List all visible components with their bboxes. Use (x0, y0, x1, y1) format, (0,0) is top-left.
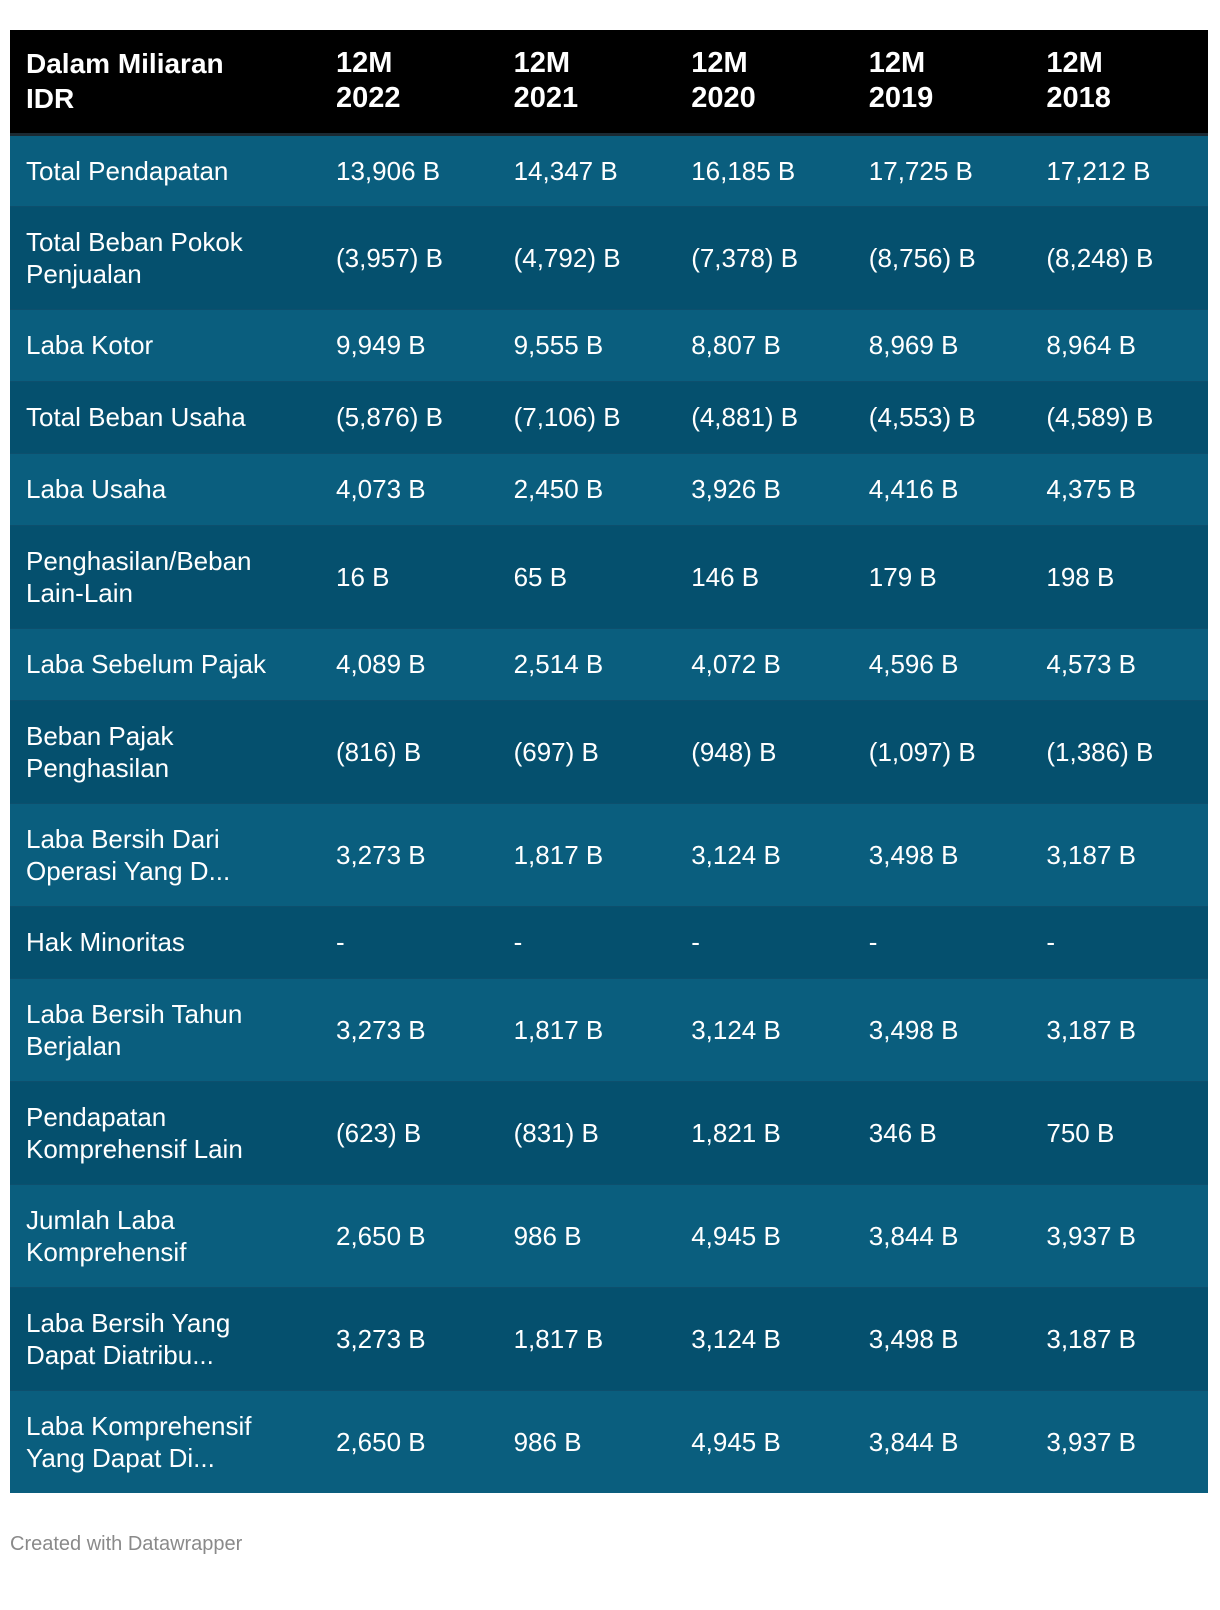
row-label: Laba Bersih Dari Operasi Yang D... (10, 803, 320, 906)
income-statement-table (10, 30, 1208, 1493)
value-cell: 16 B (320, 525, 498, 628)
table-row (10, 309, 1208, 381)
value-cell: 3,498 B (853, 1287, 1031, 1390)
value-cell: 4,072 B (675, 628, 853, 700)
value-cell: 179 B (853, 525, 1031, 628)
value-cell: 3,498 B (853, 978, 1031, 1081)
value-cell: - (675, 906, 853, 978)
row-label: Laba Usaha (10, 453, 320, 525)
row-label: Laba Sebelum Pajak (10, 628, 320, 700)
table-row (10, 525, 1208, 628)
datawrapper-credit: Created with Datawrapper (10, 1533, 243, 1555)
value-cell: 2,650 B (320, 1184, 498, 1287)
value-cell: (4,881) B (675, 381, 853, 453)
value-cell: - (320, 906, 498, 978)
value-cell: (4,589) B (1030, 381, 1208, 453)
value-cell: 2,650 B (320, 1390, 498, 1493)
row-label: Jumlah Laba Komprehensif (10, 1184, 320, 1287)
value-cell: 4,416 B (853, 453, 1031, 525)
table-row (10, 453, 1208, 525)
value-cell: 17,212 B (1030, 134, 1208, 206)
header-cell-metric[interactable]: Dalam Miliaran IDR (10, 30, 320, 134)
value-cell: 9,949 B (320, 309, 498, 381)
value-cell: 9,555 B (498, 309, 676, 381)
table-row (10, 700, 1208, 803)
table-body (10, 134, 1208, 1493)
value-cell: (623) B (320, 1081, 498, 1184)
header-cell-2020[interactable]: 12M 2020 (675, 30, 853, 134)
table-row (10, 206, 1208, 309)
value-cell: (697) B (498, 700, 676, 803)
value-cell: 3,273 B (320, 803, 498, 906)
value-cell: 1,817 B (498, 1287, 676, 1390)
table-row (10, 1081, 1208, 1184)
row-label: Total Beban Usaha (10, 381, 320, 453)
value-cell: 17,725 B (853, 134, 1031, 206)
header-row (10, 30, 1208, 134)
value-cell: (5,876) B (320, 381, 498, 453)
value-cell: 198 B (1030, 525, 1208, 628)
table-row (10, 381, 1208, 453)
table-row (10, 628, 1208, 700)
value-cell: 2,450 B (498, 453, 676, 525)
value-cell: 3,926 B (675, 453, 853, 525)
value-cell: (816) B (320, 700, 498, 803)
value-cell: 14,347 B (498, 134, 676, 206)
value-cell: 3,273 B (320, 1287, 498, 1390)
header-cell-2019[interactable]: 12M 2019 (853, 30, 1031, 134)
value-cell: 13,906 B (320, 134, 498, 206)
value-cell: 8,807 B (675, 309, 853, 381)
value-cell: (8,248) B (1030, 206, 1208, 309)
value-cell: 4,945 B (675, 1390, 853, 1493)
value-cell: 146 B (675, 525, 853, 628)
value-cell: 3,273 B (320, 978, 498, 1081)
table-row (10, 906, 1208, 978)
table-row (10, 1287, 1208, 1390)
value-cell: 986 B (498, 1390, 676, 1493)
value-cell: (4,553) B (853, 381, 1031, 453)
value-cell: 4,573 B (1030, 628, 1208, 700)
row-label: Laba Bersih Yang Dapat Diatribu... (10, 1287, 320, 1390)
value-cell: 65 B (498, 525, 676, 628)
value-cell: (8,756) B (853, 206, 1031, 309)
value-cell: 8,964 B (1030, 309, 1208, 381)
value-cell: 4,375 B (1030, 453, 1208, 525)
row-label: Laba Kotor (10, 309, 320, 381)
value-cell: 346 B (853, 1081, 1031, 1184)
value-cell: 2,514 B (498, 628, 676, 700)
table-row (10, 1390, 1208, 1493)
row-label: Hak Minoritas (10, 906, 320, 978)
value-cell: 8,969 B (853, 309, 1031, 381)
table-row (10, 134, 1208, 206)
value-cell: (4,792) B (498, 206, 676, 309)
row-label: Laba Komprehensif Yang Dapat Di... (10, 1390, 320, 1493)
value-cell: 4,073 B (320, 453, 498, 525)
value-cell: - (853, 906, 1031, 978)
value-cell: 750 B (1030, 1081, 1208, 1184)
header-cell-2018[interactable]: 12M 2018 (1030, 30, 1208, 134)
value-cell: (7,378) B (675, 206, 853, 309)
header-cell-2021[interactable]: 12M 2021 (498, 30, 676, 134)
value-cell: 4,089 B (320, 628, 498, 700)
value-cell: 16,185 B (675, 134, 853, 206)
row-label: Laba Bersih Tahun Berjalan (10, 978, 320, 1081)
row-label: Pendapatan Komprehensif Lain (10, 1081, 320, 1184)
value-cell: (1,386) B (1030, 700, 1208, 803)
value-cell: 3,187 B (1030, 803, 1208, 906)
value-cell: - (498, 906, 676, 978)
value-cell: (3,957) B (320, 206, 498, 309)
value-cell: 3,937 B (1030, 1390, 1208, 1493)
value-cell: 3,187 B (1030, 1287, 1208, 1390)
value-cell: 3,124 B (675, 803, 853, 906)
value-cell: 1,821 B (675, 1081, 853, 1184)
value-cell: 3,498 B (853, 803, 1031, 906)
value-cell: (1,097) B (853, 700, 1031, 803)
row-label: Penghasilan/Beban Lain-Lain (10, 525, 320, 628)
row-label: Total Beban Pokok Penjualan (10, 206, 320, 309)
table-row (10, 978, 1208, 1081)
value-cell: 3,187 B (1030, 978, 1208, 1081)
table-header (10, 30, 1208, 134)
value-cell: 986 B (498, 1184, 676, 1287)
row-label: Total Pendapatan (10, 134, 320, 206)
value-cell: - (1030, 906, 1208, 978)
header-cell-2022[interactable]: 12M 2022 (320, 30, 498, 134)
value-cell: (948) B (675, 700, 853, 803)
value-cell: 1,817 B (498, 978, 676, 1081)
financial-table-container (10, 30, 1208, 1493)
value-cell: 4,596 B (853, 628, 1031, 700)
value-cell: 3,124 B (675, 978, 853, 1081)
value-cell: 1,817 B (498, 803, 676, 906)
value-cell: (7,106) B (498, 381, 676, 453)
value-cell: 3,124 B (675, 1287, 853, 1390)
value-cell: 4,945 B (675, 1184, 853, 1287)
value-cell: 3,844 B (853, 1184, 1031, 1287)
value-cell: 3,937 B (1030, 1184, 1208, 1287)
value-cell: (831) B (498, 1081, 676, 1184)
table-row (10, 1184, 1208, 1287)
table-row (10, 803, 1208, 906)
row-label: Beban Pajak Penghasilan (10, 700, 320, 803)
value-cell: 3,844 B (853, 1390, 1031, 1493)
